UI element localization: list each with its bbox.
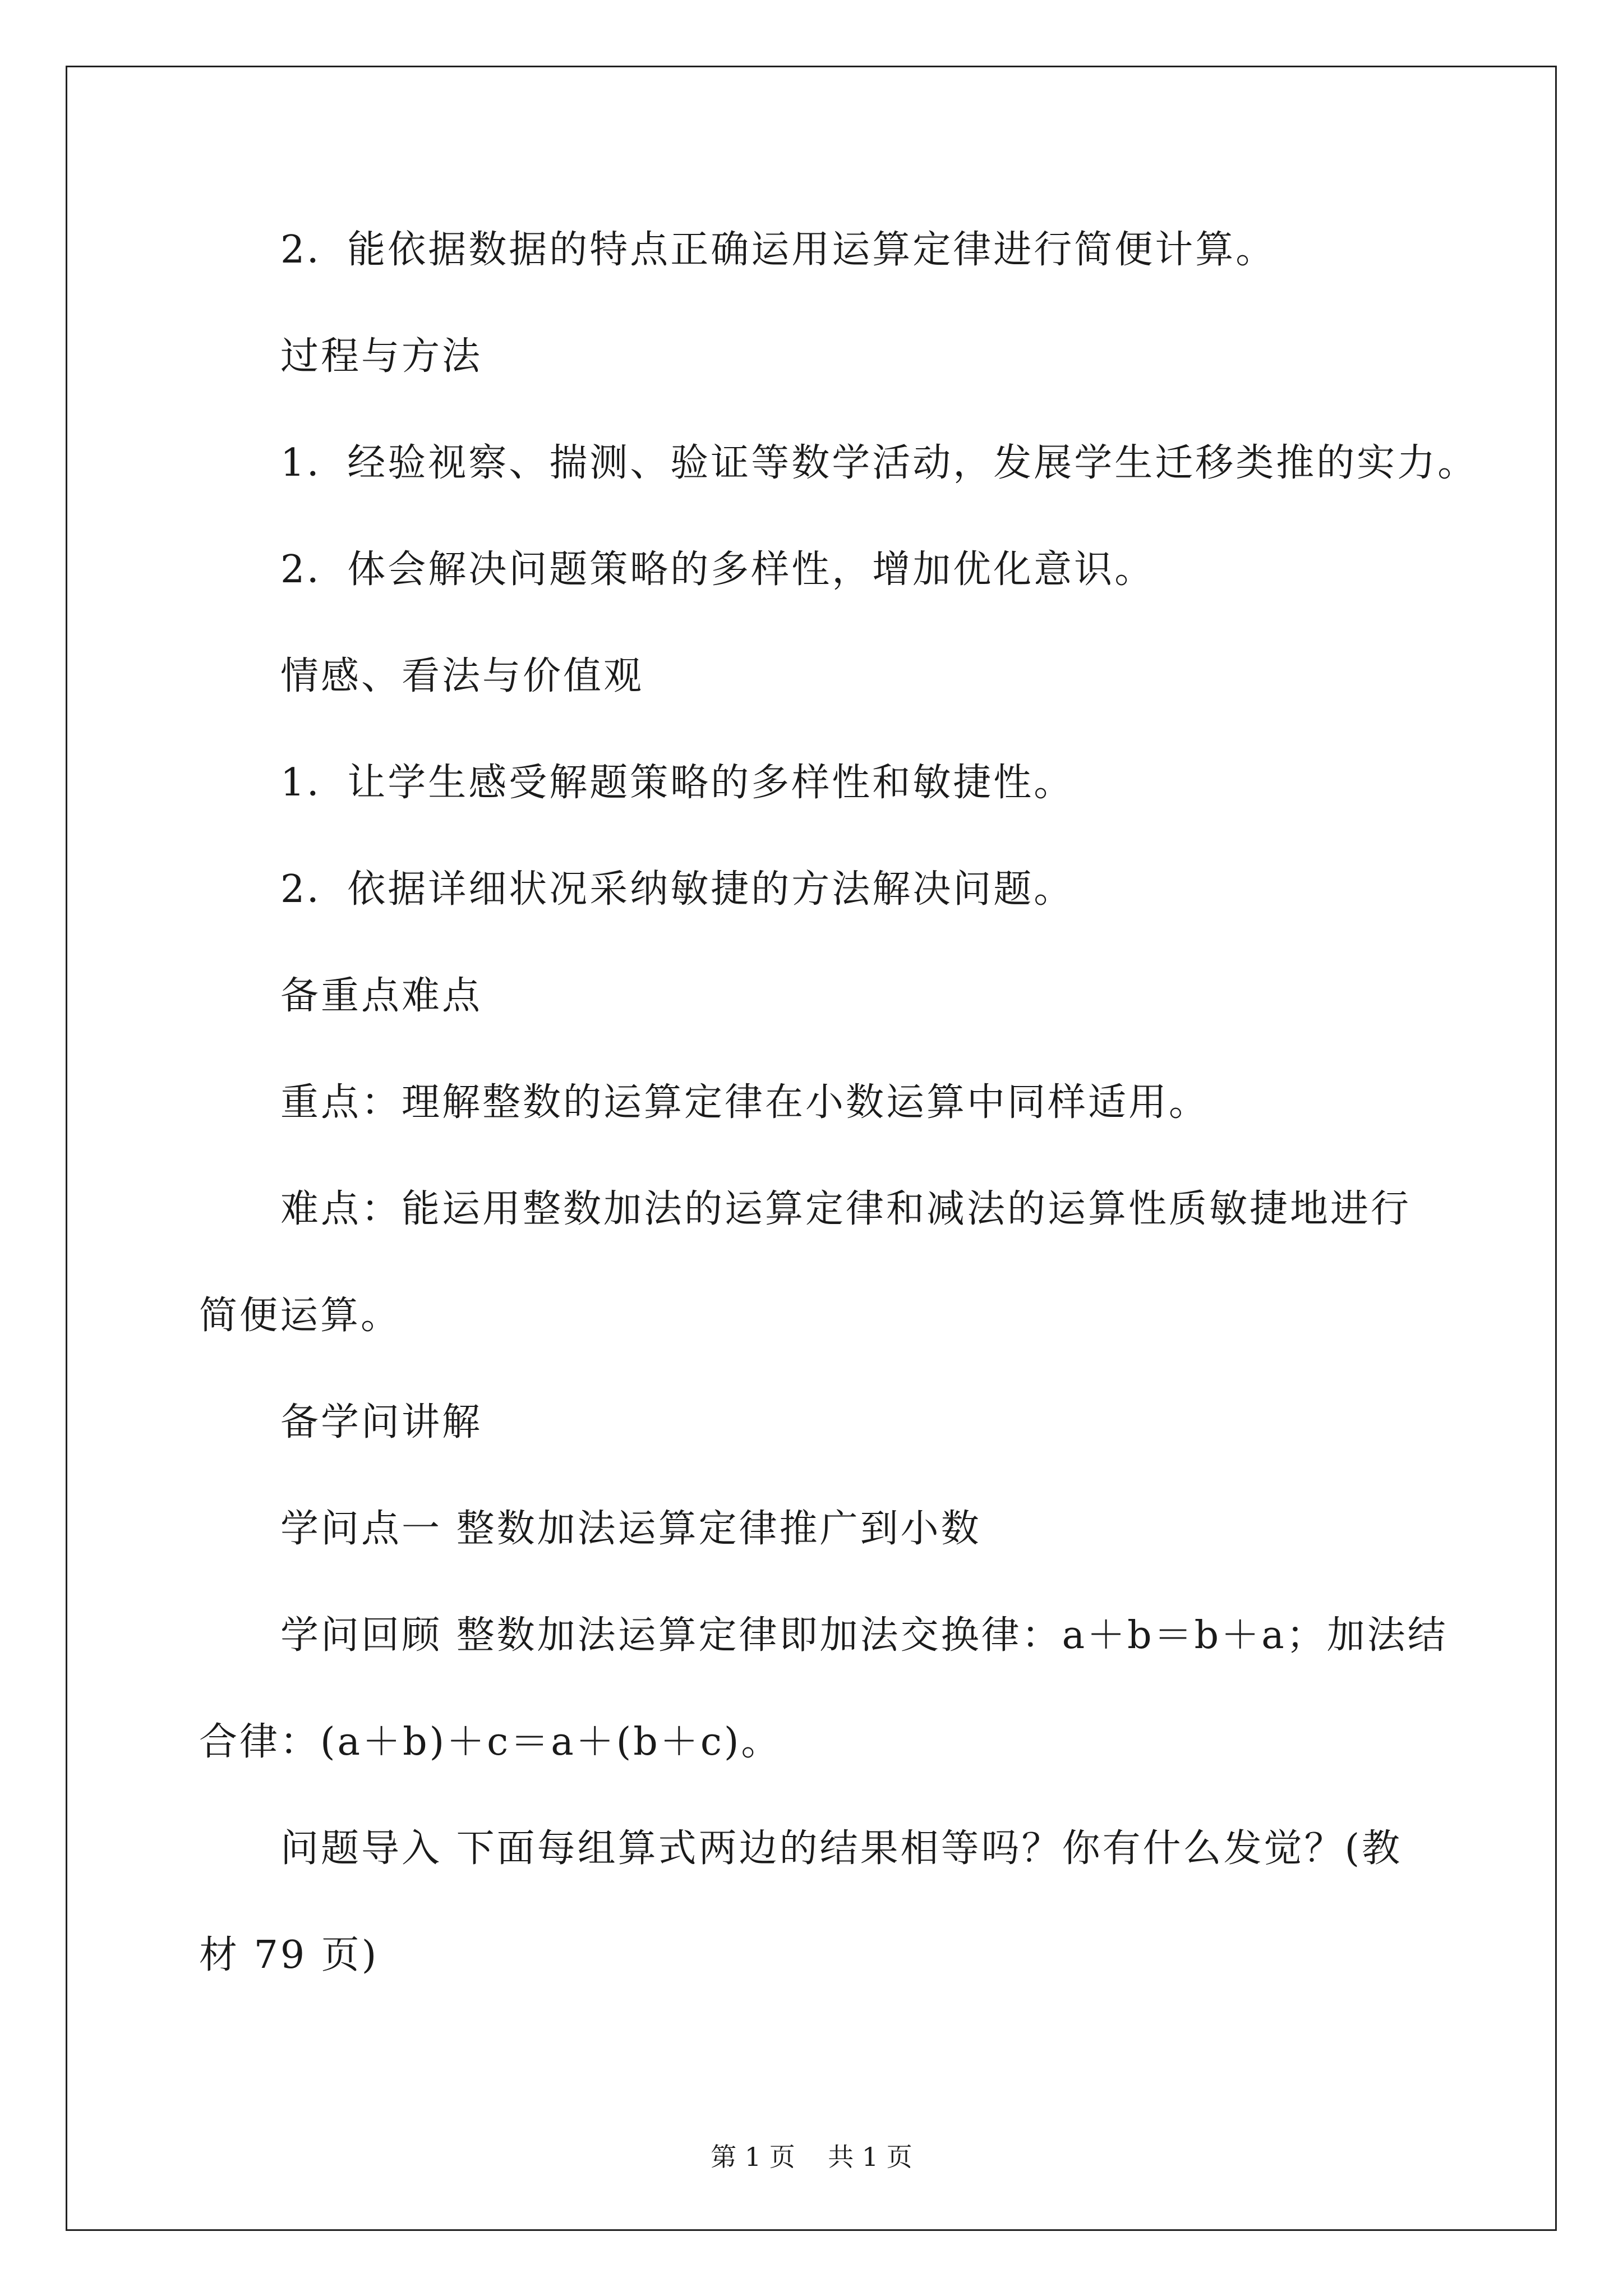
paragraph-line: 问题导入 下面每组算式两边的结果相等吗？你有什么发觉？(教	[280, 1826, 1403, 1871]
paragraph-line: 2．体会解决问题策略的多样性，增加优化意识。	[280, 547, 1155, 592]
paragraph-line: 2．能依据数据的特点正确运用运算定律进行简便计算。	[280, 228, 1276, 272]
paragraph-line: 1．经验视察、揣测、验证等数学活动，发展学生迁移类推的实力。	[280, 441, 1478, 485]
section-heading: 备重点难点	[280, 974, 483, 1018]
paragraph-line: 学问回顾 整数加法运算定律即加法交换律：a＋b＝b＋a；加法结	[280, 1613, 1448, 1658]
paragraph-line: 学问点一 整数加法运算定律推广到小数	[280, 1507, 981, 1551]
paragraph-line: 难点：能运用整数加法的运算定律和减法的运算性质敏捷地进行	[280, 1187, 1412, 1231]
section-heading: 过程与方法	[280, 334, 483, 379]
section-heading: 备学问讲解	[280, 1400, 483, 1444]
paragraph-line: 2．依据详细状况采纳敏捷的方法解决问题。	[280, 867, 1075, 912]
page-number-footer: 第 1 页 共 1 页	[711, 2142, 912, 2172]
section-heading: 情感、看法与价值观	[280, 654, 644, 698]
paragraph-line: 简便运算。	[199, 1294, 402, 1338]
paragraph-line: 材 79 页)	[199, 1933, 379, 1977]
paragraph-line: 重点：理解整数的运算定律在小数运算中同样适用。	[280, 1080, 1210, 1125]
page-border	[66, 66, 1557, 2231]
paragraph-line: 合律：(a＋b)＋c＝a＋(b＋c)。	[199, 1720, 782, 1764]
paragraph-line: 1．让学生感受解题策略的多样性和敏捷性。	[280, 761, 1075, 805]
